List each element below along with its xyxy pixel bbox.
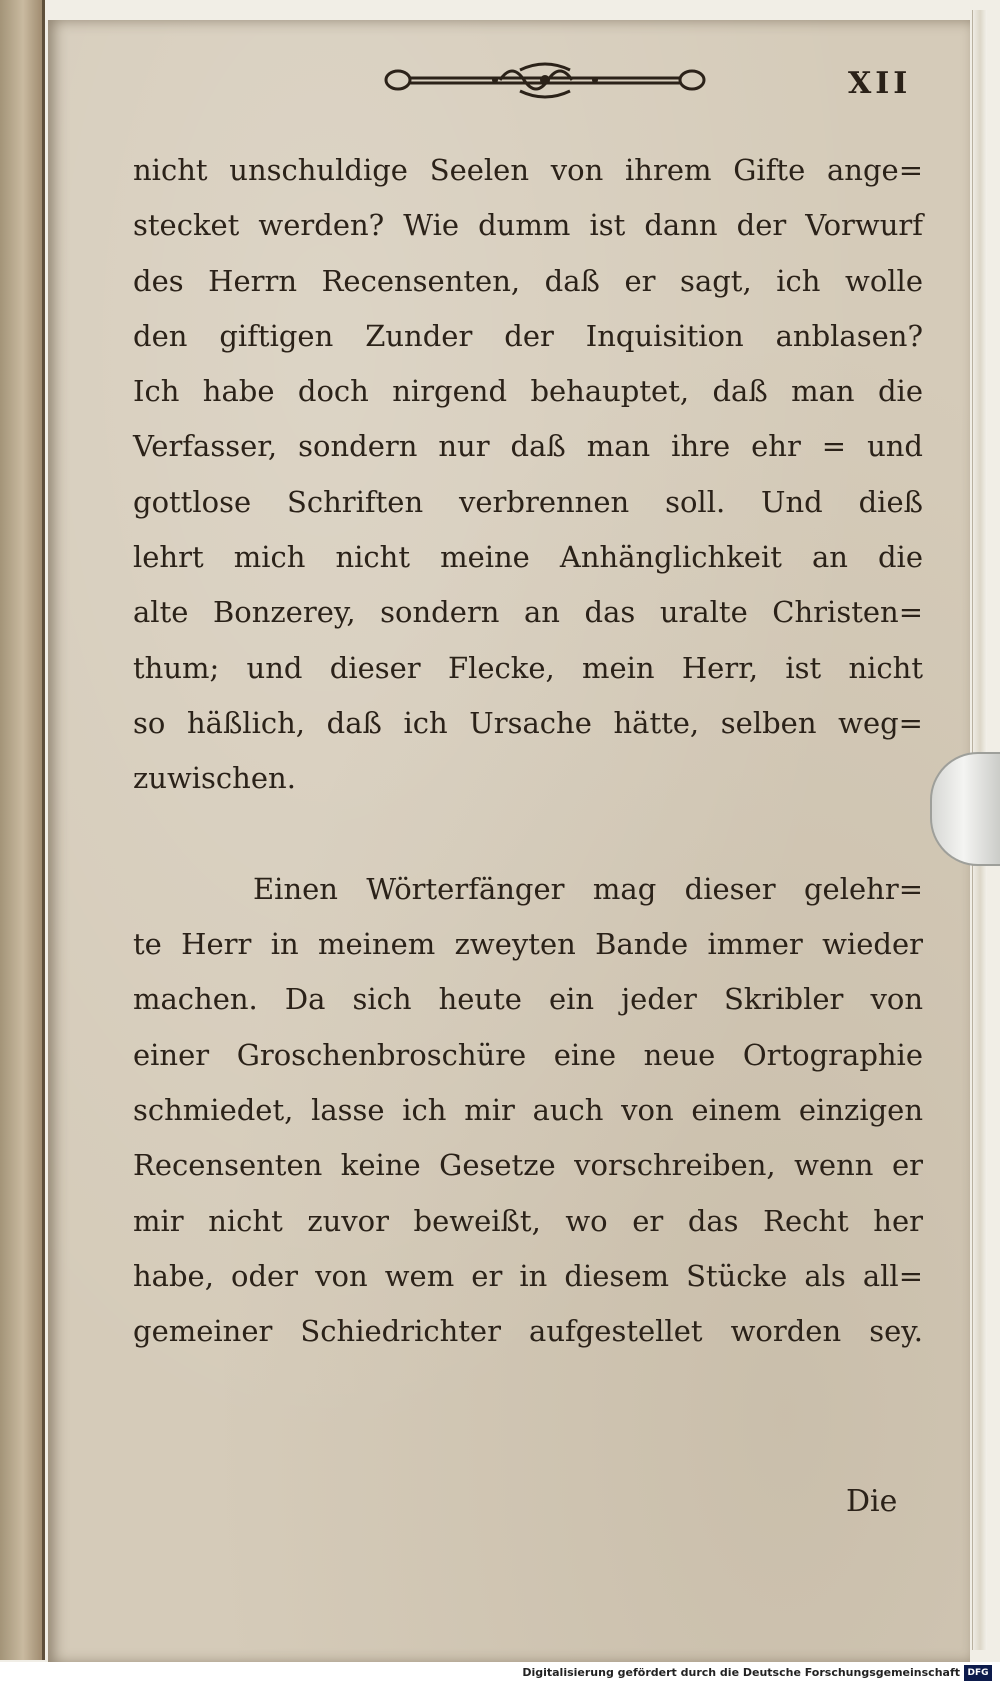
- footer-credit: Digitalisierung gefördert durch die Deutsche Forschungsgemeinschaft: [522, 1666, 960, 1679]
- text-line: nicht unschuldige Seelen von ihrem Gifte ange=: [133, 153, 923, 187]
- text-line: habe, oder von wem er in diesem Stücke als all=: [133, 1258, 923, 1293]
- text-line: einer Groschenbroschüre eine neue Ortographie: [133, 1037, 923, 1072]
- footer-bar: [0, 1662, 1000, 1686]
- text-line: schmiedet, lasse ich mir auch von einem einzigen: [133, 1093, 923, 1128]
- catchword: Die: [846, 1484, 898, 1519]
- text-line: so häßlich, daß ich Ursache hätte, selben weg=: [133, 705, 923, 740]
- text-line: mir nicht zuvor beweißt, wo er das Recht her: [133, 1203, 923, 1238]
- page-clamp: [930, 752, 1000, 866]
- text-line: Ich habe doch nirgend behauptet, daß man die: [133, 374, 923, 409]
- page-number: XII: [848, 66, 912, 101]
- text-line: Recensenten keine Gesetze vorschreiben, wenn er: [133, 1148, 923, 1183]
- text-line: lehrt mich nicht meine Anhänglichkeit an die: [133, 540, 923, 575]
- header-ornament: [380, 58, 710, 102]
- body-text: [133, 143, 923, 1360]
- text-line: gottlose Schriften verbrennen soll. Und dieß: [133, 484, 923, 519]
- text-line: des Herrn Recensenten, daß er sagt, ich wolle: [133, 263, 923, 298]
- text-line: gemeiner Schiedrichter aufgestellet worden sey.: [133, 1314, 923, 1349]
- left-facing-page: [0, 0, 45, 1660]
- text-line: zuwischen.: [133, 761, 296, 796]
- text-line: den giftigen Zunder der Inquisition anblasen?: [133, 318, 923, 353]
- dfg-logo: DFG: [964, 1665, 992, 1681]
- text-line: stecket werden? Wie dumm ist dann der Vorwurf: [133, 208, 923, 243]
- text-line: machen. Da sich heute ein jeder Skribler von: [133, 982, 923, 1017]
- text-line: te Herr in meinem zweyten Bande immer wieder: [133, 927, 923, 962]
- text-line: alte Bonzerey, sondern an das uralte Christen=: [133, 595, 923, 630]
- text-line: Verfasser, sondern nur daß man ihre ehr = und: [133, 429, 923, 464]
- text-line: thum; und dieser Flecke, mein Herr, ist nicht: [133, 650, 923, 685]
- paragraph-start-line: Einen Wörterfänger mag dieser gelehr=: [253, 871, 923, 906]
